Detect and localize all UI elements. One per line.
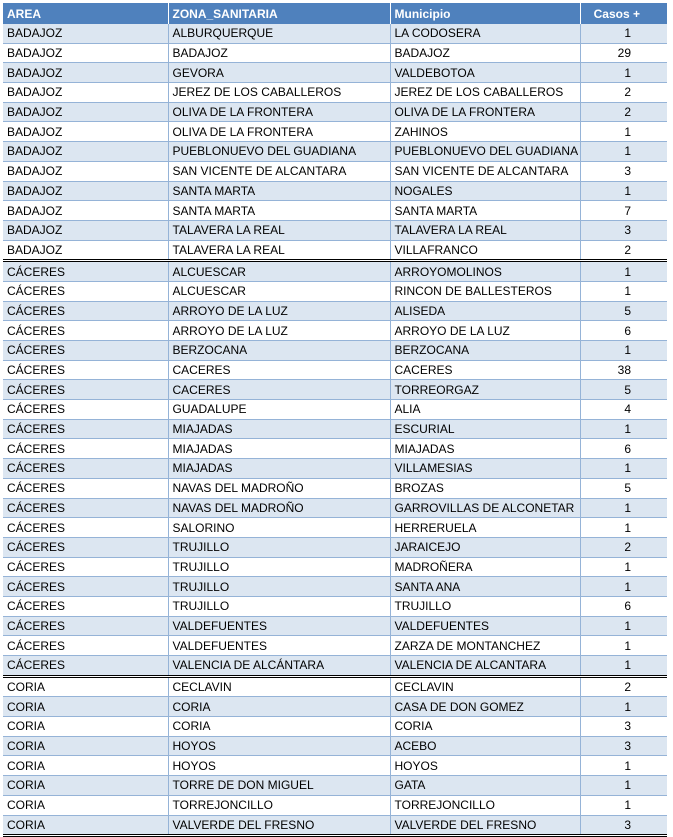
cell-area: CORIA bbox=[3, 776, 168, 796]
cell-municipio: GATA bbox=[390, 776, 580, 796]
cell-area: CORIA bbox=[3, 756, 168, 776]
cell-zona-sanitaria: CORIA bbox=[168, 697, 390, 717]
cell-area: BADAJOZ bbox=[3, 142, 168, 162]
cell-zona-sanitaria: VALDEFUENTES bbox=[168, 616, 390, 636]
table-row bbox=[3, 201, 667, 221]
table-row bbox=[3, 400, 667, 420]
cell-municipio: GARROVILLAS DE ALCONETAR bbox=[390, 498, 580, 518]
table-row bbox=[3, 43, 667, 63]
cell-casos: 1 bbox=[580, 518, 667, 538]
cell-zona-sanitaria: BADAJOZ bbox=[168, 43, 390, 63]
cell-casos: 2 bbox=[580, 102, 667, 122]
cell-zona-sanitaria: TALAVERA LA REAL bbox=[168, 220, 390, 240]
cell-area: CÁCERES bbox=[3, 498, 168, 518]
table-row bbox=[3, 220, 667, 240]
cell-zona-sanitaria: ALCUESCAR bbox=[168, 261, 390, 282]
cell-casos: 3 bbox=[580, 815, 667, 836]
cell-area: BADAJOZ bbox=[3, 201, 168, 221]
cell-casos: 29 bbox=[580, 43, 667, 63]
table-row bbox=[3, 122, 667, 142]
cell-zona-sanitaria: ARROYO DE LA LUZ bbox=[168, 321, 390, 341]
table-row bbox=[3, 181, 667, 201]
cell-zona-sanitaria: PUEBLONUEVO DEL GUADIANA bbox=[168, 142, 390, 162]
table-row bbox=[3, 439, 667, 459]
table-row bbox=[3, 717, 667, 737]
table-row bbox=[3, 63, 667, 83]
cell-casos: 2 bbox=[580, 676, 667, 697]
cell-casos: 1 bbox=[580, 577, 667, 597]
cell-casos: 6 bbox=[580, 321, 667, 341]
cell-area: CÁCERES bbox=[3, 557, 168, 577]
cell-municipio: ACEBO bbox=[390, 736, 580, 756]
table-row bbox=[3, 616, 667, 636]
cell-casos: 1 bbox=[580, 616, 667, 636]
cell-area: BADAJOZ bbox=[3, 161, 168, 181]
table-row bbox=[3, 596, 667, 616]
cell-municipio: JEREZ DE LOS CABALLEROS bbox=[390, 83, 580, 103]
table-row bbox=[3, 676, 667, 697]
cell-area: CORIA bbox=[3, 676, 168, 697]
table-row bbox=[3, 301, 667, 321]
header-zona-sanitaria: ZONA_SANITARIA bbox=[168, 3, 390, 24]
cell-zona-sanitaria: TORREJONCILLO bbox=[168, 795, 390, 815]
cell-zona-sanitaria: OLIVA DE LA FRONTERA bbox=[168, 102, 390, 122]
cell-area: CÁCERES bbox=[3, 400, 168, 420]
table-row bbox=[3, 577, 667, 597]
cell-municipio: SANTA ANA bbox=[390, 577, 580, 597]
cell-casos: 1 bbox=[580, 122, 667, 142]
cell-zona-sanitaria: NAVAS DEL MADROÑO bbox=[168, 498, 390, 518]
cell-zona-sanitaria: GUADALUPE bbox=[168, 400, 390, 420]
cell-zona-sanitaria: MIAJADAS bbox=[168, 419, 390, 439]
cell-casos: 1 bbox=[580, 341, 667, 361]
cell-zona-sanitaria: ALCUESCAR bbox=[168, 281, 390, 301]
cell-municipio: BROZAS bbox=[390, 478, 580, 498]
cell-area: CORIA bbox=[3, 815, 168, 836]
cell-area: CÁCERES bbox=[3, 439, 168, 459]
cell-municipio: ALISEDA bbox=[390, 301, 580, 321]
table-row bbox=[3, 321, 667, 341]
cell-casos: 4 bbox=[580, 400, 667, 420]
cell-area: CÁCERES bbox=[3, 301, 168, 321]
cell-zona-sanitaria: TRUJILLO bbox=[168, 596, 390, 616]
cell-casos: 2 bbox=[580, 83, 667, 103]
table-row bbox=[3, 636, 667, 656]
cell-zona-sanitaria: SAN VICENTE DE ALCANTARA bbox=[168, 161, 390, 181]
cell-municipio: TALAVERA LA REAL bbox=[390, 220, 580, 240]
table-row bbox=[3, 459, 667, 479]
cell-area: BADAJOZ bbox=[3, 24, 168, 43]
cell-zona-sanitaria: VALVERDE DEL FRESNO bbox=[168, 815, 390, 836]
cell-municipio: TRUJILLO bbox=[390, 596, 580, 616]
cell-area: CÁCERES bbox=[3, 636, 168, 656]
cell-municipio: HOYOS bbox=[390, 756, 580, 776]
cell-casos: 3 bbox=[580, 161, 667, 181]
cell-municipio: ARROYO DE LA LUZ bbox=[390, 321, 580, 341]
cell-casos: 5 bbox=[580, 380, 667, 400]
cell-area: CÁCERES bbox=[3, 518, 168, 538]
cell-casos: 1 bbox=[580, 24, 667, 43]
cell-municipio: LA CODOSERA bbox=[390, 24, 580, 43]
cell-zona-sanitaria: CACERES bbox=[168, 360, 390, 380]
header-casos: Casos + bbox=[580, 3, 667, 24]
table-row bbox=[3, 83, 667, 103]
cell-zona-sanitaria: ARROYO DE LA LUZ bbox=[168, 301, 390, 321]
table-row bbox=[3, 380, 667, 400]
table-row bbox=[3, 537, 667, 557]
cell-municipio: SANTA MARTA bbox=[390, 201, 580, 221]
cell-casos: 1 bbox=[580, 795, 667, 815]
cell-casos: 1 bbox=[580, 459, 667, 479]
cell-zona-sanitaria: TALAVERA LA REAL bbox=[168, 240, 390, 261]
cell-casos: 1 bbox=[580, 142, 667, 162]
cell-casos: 1 bbox=[580, 557, 667, 577]
table-row bbox=[3, 656, 667, 677]
cell-casos: 38 bbox=[580, 360, 667, 380]
cell-municipio: CORIA bbox=[390, 717, 580, 737]
cell-area: CÁCERES bbox=[3, 478, 168, 498]
cell-municipio: MIAJADAS bbox=[390, 439, 580, 459]
cell-casos: 3 bbox=[580, 220, 667, 240]
cell-municipio: ARROYOMOLINOS bbox=[390, 261, 580, 282]
cell-municipio: OLIVA DE LA FRONTERA bbox=[390, 102, 580, 122]
cell-area: BADAJOZ bbox=[3, 220, 168, 240]
cell-municipio: BADAJOZ bbox=[390, 43, 580, 63]
cell-zona-sanitaria: MIAJADAS bbox=[168, 439, 390, 459]
cell-casos: 1 bbox=[580, 756, 667, 776]
cell-zona-sanitaria: NAVAS DEL MADROÑO bbox=[168, 478, 390, 498]
cell-zona-sanitaria: CECLAVIN bbox=[168, 676, 390, 697]
cell-municipio: CACERES bbox=[390, 360, 580, 380]
table-row bbox=[3, 24, 667, 43]
cell-municipio: CECLAVIN bbox=[390, 676, 580, 697]
table-row bbox=[3, 142, 667, 162]
cell-municipio: ZARZA DE MONTANCHEZ bbox=[390, 636, 580, 656]
cell-zona-sanitaria: SANTA MARTA bbox=[168, 201, 390, 221]
header-area: AREA bbox=[3, 3, 168, 24]
cell-area: CÁCERES bbox=[3, 616, 168, 636]
table-row bbox=[3, 756, 667, 776]
cell-casos: 3 bbox=[580, 736, 667, 756]
cell-zona-sanitaria: SALORINO bbox=[168, 518, 390, 538]
table-row bbox=[3, 360, 667, 380]
cell-casos: 2 bbox=[580, 537, 667, 557]
cell-area: BADAJOZ bbox=[3, 63, 168, 83]
cell-zona-sanitaria: TORRE DE DON MIGUEL bbox=[168, 776, 390, 796]
cell-area: CÁCERES bbox=[3, 459, 168, 479]
cell-area: CÁCERES bbox=[3, 321, 168, 341]
cell-area: CORIA bbox=[3, 717, 168, 737]
cell-zona-sanitaria: GEVORA bbox=[168, 63, 390, 83]
cell-municipio: RINCON DE BALLESTEROS bbox=[390, 281, 580, 301]
cell-area: CORIA bbox=[3, 697, 168, 717]
cell-area: CÁCERES bbox=[3, 537, 168, 557]
cell-area: CÁCERES bbox=[3, 419, 168, 439]
cell-area: BADAJOZ bbox=[3, 102, 168, 122]
cell-municipio: HERRERUELA bbox=[390, 518, 580, 538]
cell-municipio: VILLAMESIAS bbox=[390, 459, 580, 479]
cell-municipio: PUEBLONUEVO DEL GUADIANA bbox=[390, 142, 580, 162]
cell-zona-sanitaria: JEREZ DE LOS CABALLEROS bbox=[168, 83, 390, 103]
table-row bbox=[3, 102, 667, 122]
cell-municipio: ALIA bbox=[390, 400, 580, 420]
cell-area: BADAJOZ bbox=[3, 43, 168, 63]
cell-area: CÁCERES bbox=[3, 281, 168, 301]
cell-area: BADAJOZ bbox=[3, 83, 168, 103]
cell-casos: 3 bbox=[580, 717, 667, 737]
cell-area: CÁCERES bbox=[3, 341, 168, 361]
table-row bbox=[3, 557, 667, 577]
cell-casos: 1 bbox=[580, 63, 667, 83]
cell-zona-sanitaria: MIAJADAS bbox=[168, 459, 390, 479]
cell-area: CÁCERES bbox=[3, 360, 168, 380]
cell-area: CORIA bbox=[3, 795, 168, 815]
cell-casos: 5 bbox=[580, 478, 667, 498]
cell-municipio: TORREJONCILLO bbox=[390, 795, 580, 815]
header-row bbox=[3, 3, 667, 24]
cases-table bbox=[3, 3, 667, 837]
cell-area: CORIA bbox=[3, 736, 168, 756]
cell-casos: 1 bbox=[580, 261, 667, 282]
table-row bbox=[3, 498, 667, 518]
cell-zona-sanitaria: TRUJILLO bbox=[168, 537, 390, 557]
cell-zona-sanitaria: CORIA bbox=[168, 717, 390, 737]
table-row bbox=[3, 736, 667, 756]
cell-municipio: VILLAFRANCO bbox=[390, 240, 580, 261]
cell-municipio: TORREORGAZ bbox=[390, 380, 580, 400]
cell-area: CÁCERES bbox=[3, 596, 168, 616]
cell-municipio: VALDEBOTOA bbox=[390, 63, 580, 83]
cell-casos: 1 bbox=[580, 281, 667, 301]
cell-casos: 5 bbox=[580, 301, 667, 321]
cell-zona-sanitaria: HOYOS bbox=[168, 756, 390, 776]
header-municipio: Municipio bbox=[390, 3, 580, 24]
cell-zona-sanitaria: BERZOCANA bbox=[168, 341, 390, 361]
cell-zona-sanitaria: ALBURQUERQUE bbox=[168, 24, 390, 43]
cell-zona-sanitaria: HOYOS bbox=[168, 736, 390, 756]
cell-area: CÁCERES bbox=[3, 577, 168, 597]
cell-zona-sanitaria: CACERES bbox=[168, 380, 390, 400]
cell-zona-sanitaria: SANTA MARTA bbox=[168, 181, 390, 201]
cell-municipio: BERZOCANA bbox=[390, 341, 580, 361]
table-row bbox=[3, 161, 667, 181]
cell-area: BADAJOZ bbox=[3, 181, 168, 201]
cell-casos: 6 bbox=[580, 439, 667, 459]
cell-area: CÁCERES bbox=[3, 261, 168, 282]
cell-municipio: CASA DE DON GOMEZ bbox=[390, 697, 580, 717]
table-row bbox=[3, 795, 667, 815]
table-body bbox=[3, 24, 667, 836]
table-row bbox=[3, 341, 667, 361]
table-row bbox=[3, 478, 667, 498]
cell-area: BADAJOZ bbox=[3, 122, 168, 142]
cell-zona-sanitaria: TRUJILLO bbox=[168, 577, 390, 597]
table-row bbox=[3, 697, 667, 717]
cell-casos: 1 bbox=[580, 181, 667, 201]
cell-zona-sanitaria: VALENCIA DE ALCÁNTARA bbox=[168, 656, 390, 677]
table-row bbox=[3, 815, 667, 836]
cell-municipio: NOGALES bbox=[390, 181, 580, 201]
cell-municipio: MADROÑERA bbox=[390, 557, 580, 577]
cell-municipio: JARAICEJO bbox=[390, 537, 580, 557]
table-row bbox=[3, 281, 667, 301]
cell-casos: 6 bbox=[580, 596, 667, 616]
table-row bbox=[3, 776, 667, 796]
cell-municipio: ESCURIAL bbox=[390, 419, 580, 439]
cell-municipio: ZAHINOS bbox=[390, 122, 580, 142]
cell-casos: 7 bbox=[580, 201, 667, 221]
cell-area: BADAJOZ bbox=[3, 240, 168, 261]
cell-casos: 2 bbox=[580, 240, 667, 261]
cell-zona-sanitaria: TRUJILLO bbox=[168, 557, 390, 577]
cell-casos: 1 bbox=[580, 498, 667, 518]
cell-area: CÁCERES bbox=[3, 656, 168, 677]
cell-casos: 1 bbox=[580, 419, 667, 439]
cell-casos: 1 bbox=[580, 656, 667, 677]
table-row bbox=[3, 419, 667, 439]
table-row bbox=[3, 240, 667, 261]
cell-zona-sanitaria: OLIVA DE LA FRONTERA bbox=[168, 122, 390, 142]
cell-municipio: VALDEFUENTES bbox=[390, 616, 580, 636]
table-row bbox=[3, 261, 667, 282]
cell-municipio: SAN VICENTE DE ALCANTARA bbox=[390, 161, 580, 181]
cell-zona-sanitaria: VALDEFUENTES bbox=[168, 636, 390, 656]
cell-casos: 1 bbox=[580, 636, 667, 656]
cell-municipio: VALVERDE DEL FRESNO bbox=[390, 815, 580, 836]
table-row bbox=[3, 518, 667, 538]
cell-casos: 1 bbox=[580, 776, 667, 796]
cell-municipio: VALENCIA DE ALCANTARA bbox=[390, 656, 580, 677]
cell-casos: 1 bbox=[580, 697, 667, 717]
cell-area: CÁCERES bbox=[3, 380, 168, 400]
